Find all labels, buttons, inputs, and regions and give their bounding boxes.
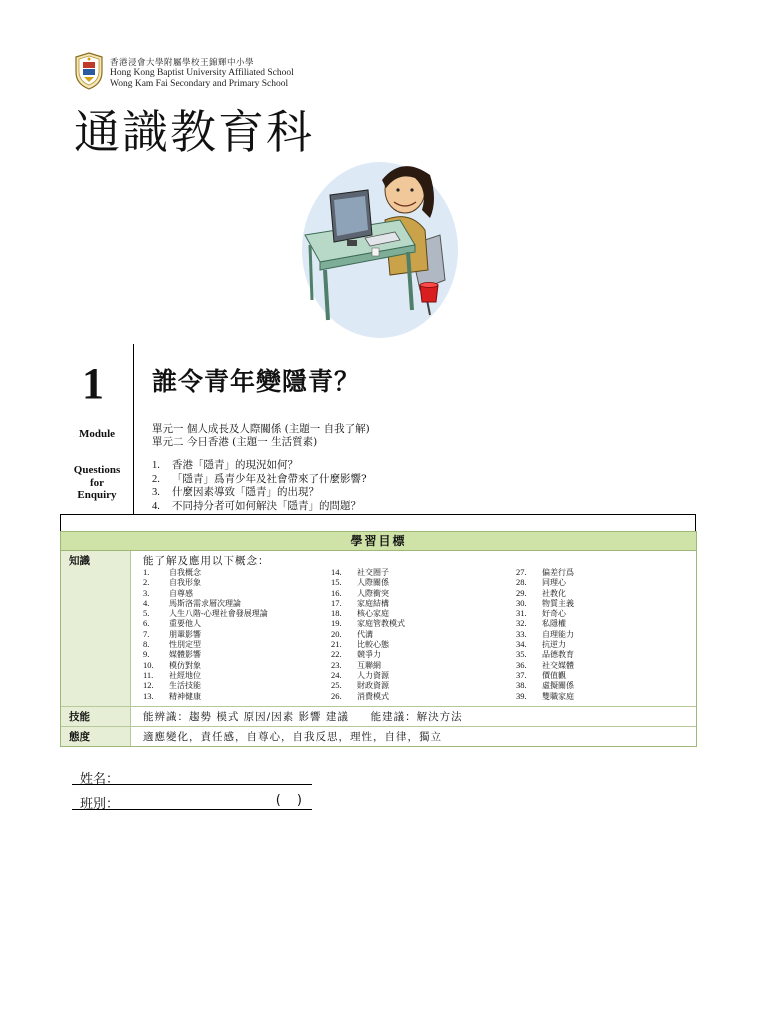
concept-text: 媒體影響 xyxy=(169,650,201,660)
concept-item xyxy=(516,588,574,598)
concept-number: 1. xyxy=(143,567,150,577)
concept-item xyxy=(143,649,268,659)
concept-item xyxy=(331,660,405,670)
concept-item xyxy=(516,660,574,670)
concept-number: 23. xyxy=(331,659,342,670)
concept-text: 人生八階-心理社會發展理論 xyxy=(169,609,268,619)
question-text: 「隱青」爲青少年及社會帶來了什麼影響? xyxy=(172,472,367,485)
question-number: 3. xyxy=(152,487,160,498)
school-logo xyxy=(74,52,104,90)
concept-number: 7. xyxy=(143,628,150,639)
concept-item xyxy=(331,691,405,701)
concept-item xyxy=(331,608,405,618)
concept-item xyxy=(516,567,574,577)
concept-number: 39. xyxy=(516,690,527,701)
concept-number: 10. xyxy=(143,659,154,670)
concept-text: 人際關係 xyxy=(357,578,389,588)
concept-number: 8. xyxy=(143,639,150,650)
concept-item xyxy=(516,608,574,618)
concept-text: 品德教育 xyxy=(542,650,574,660)
concept-text: 馬斯洛需求層次理論 xyxy=(169,598,241,608)
concept-item xyxy=(331,670,405,680)
concept-number: 6. xyxy=(143,618,150,629)
concept-item xyxy=(143,639,268,649)
enquiry-question xyxy=(152,498,367,512)
qfe-label-line: Enquiry xyxy=(77,489,117,501)
concept-text: 家庭結構 xyxy=(357,598,389,608)
concept-number: 3. xyxy=(143,587,150,598)
enquiry-questions-list xyxy=(152,457,367,511)
concept-text: 精神健康 xyxy=(169,691,201,701)
concept-text: 比較心態 xyxy=(357,640,389,650)
concept-item xyxy=(331,598,405,608)
concept-number: 22. xyxy=(331,649,342,660)
concept-number: 28. xyxy=(516,577,527,588)
concept-number: 2. xyxy=(143,577,150,588)
question-text: 不同持分者可如何解決「隱青」的問題？ xyxy=(172,499,361,512)
attitude-text: 適應變化，責任感，自尊心，自我反思，理性，自律，獨立 xyxy=(143,731,442,743)
concept-item xyxy=(516,680,574,690)
concept-number: 29. xyxy=(516,587,527,598)
concept-text: 社交圈子 xyxy=(357,568,389,577)
concept-text: 代溝 xyxy=(357,629,373,639)
concept-text: 自理能力 xyxy=(542,629,574,639)
concept-text: 社教化 xyxy=(542,588,566,598)
concept-text: 偏差行爲 xyxy=(542,568,574,577)
concept-text: 社交媒體 xyxy=(542,660,574,670)
concept-number: 9. xyxy=(143,649,150,660)
concept-text: 雙職家庭 xyxy=(542,691,574,701)
question-number: 2. xyxy=(152,473,160,485)
student-class-field[interactable] xyxy=(72,793,312,810)
concepts-column xyxy=(516,567,574,701)
concept-text: 人際衝突 xyxy=(357,588,389,598)
concept-item xyxy=(331,618,405,628)
concept-item xyxy=(331,577,405,587)
concept-text: 物質主義 xyxy=(542,598,574,608)
concept-number: 11. xyxy=(143,669,154,680)
concept-text: 同理心 xyxy=(542,578,566,588)
concept-number: 30. xyxy=(516,597,527,608)
concept-item xyxy=(143,691,268,701)
concept-item xyxy=(143,680,268,690)
school-name-english-line2: Wong Kam Fai Secondary and Primary School xyxy=(110,79,289,89)
concept-item xyxy=(516,639,574,649)
concept-item xyxy=(143,588,268,598)
concept-number: 12. xyxy=(143,680,154,691)
concept-text: 競爭力 xyxy=(357,650,381,660)
question-text: 什麼因素導致「隱青」的出現？ xyxy=(172,486,319,498)
concept-item xyxy=(331,649,405,659)
concepts-grid xyxy=(143,567,696,702)
question-text: 香港「隱青」的現況如何？ xyxy=(172,459,298,471)
concept-item xyxy=(331,567,405,577)
concept-item xyxy=(143,660,268,670)
concept-text: 價值觀 xyxy=(542,670,566,680)
concept-number: 35. xyxy=(516,649,527,660)
class-number-blank[interactable]: ( ) xyxy=(275,793,308,808)
name-label: 姓名： xyxy=(80,772,120,787)
unit-line: 單元二 今日香港 (主題一 生活質素) xyxy=(152,436,318,448)
qfe-label-line: for xyxy=(89,476,105,489)
concept-text: 抗逆力 xyxy=(542,640,566,650)
concept-text: 核心家庭 xyxy=(357,609,389,619)
concept-item xyxy=(143,608,268,618)
concept-number: 15. xyxy=(331,577,342,588)
concepts-column xyxy=(143,567,268,701)
concept-number: 5. xyxy=(143,608,150,619)
concept-number: 38. xyxy=(516,680,527,691)
subject-title: 通識教育科 xyxy=(74,105,314,159)
learning-objectives-table xyxy=(60,531,697,747)
concept-text: 人力資源 xyxy=(357,670,389,680)
concept-item xyxy=(516,649,574,659)
concept-item xyxy=(143,629,268,639)
concept-number: 4. xyxy=(143,597,150,608)
knowledge-label: 知識 xyxy=(61,551,131,706)
knowledge-row xyxy=(61,551,696,707)
concept-number: 16. xyxy=(331,587,342,598)
module-title: 誰令青年變隱青？ xyxy=(152,367,361,396)
attitude-row xyxy=(61,727,696,746)
concept-item xyxy=(143,618,268,628)
concept-number: 34. xyxy=(516,639,527,650)
skills-label: 技能 xyxy=(61,707,131,726)
concept-item xyxy=(331,639,405,649)
concept-item xyxy=(143,577,268,587)
questions-for-enquiry-label xyxy=(62,464,132,502)
concept-item xyxy=(516,691,574,701)
question-number: 1. xyxy=(152,460,160,471)
concept-text: 好奇心 xyxy=(542,609,566,619)
concept-text: 家庭管教模式 xyxy=(357,619,405,629)
concept-number: 18. xyxy=(331,608,342,619)
hidden-youth-illustration xyxy=(290,150,460,340)
concept-item xyxy=(331,629,405,639)
concept-number: 36. xyxy=(516,659,527,670)
concept-text: 模仿對象 xyxy=(169,660,201,670)
unit-line: 單元一 個人成長及人際關係 (主題一 自我了解) xyxy=(152,423,370,435)
enquiry-question xyxy=(152,471,367,485)
question-number: 4. xyxy=(152,500,160,512)
vertical-divider xyxy=(133,344,134,514)
skills-text: 能辨識：趨勢 模式 原因/因素 影響 建議 能建議：解決方法 xyxy=(143,711,463,723)
concept-text: 重要他人 xyxy=(169,619,201,629)
concept-text: 性別定型 xyxy=(169,640,201,650)
concept-number: 26. xyxy=(331,690,342,701)
concept-number: 13. xyxy=(143,690,154,701)
concept-text: 財政資源 xyxy=(357,681,389,691)
concept-item xyxy=(516,598,574,608)
concept-text: 自我概念 xyxy=(169,568,201,577)
concept-number: 17. xyxy=(331,597,342,608)
concept-number: 14. xyxy=(331,567,342,577)
concept-number: 37. xyxy=(516,669,527,680)
concept-item xyxy=(331,680,405,690)
concept-text: 虛擬關係 xyxy=(542,681,574,691)
concept-number: 32. xyxy=(516,618,527,629)
knowledge-intro: 能了解及應用以下概念： xyxy=(143,555,270,567)
concept-text: 互聯網 xyxy=(357,660,381,670)
concept-text: 私隱權 xyxy=(542,619,566,629)
knowledge-content xyxy=(131,551,696,706)
concept-text: 生活技能 xyxy=(169,681,201,691)
concept-number: 24. xyxy=(331,669,342,680)
concept-item xyxy=(143,598,268,608)
concept-number: 21. xyxy=(331,639,342,650)
concept-item xyxy=(331,588,405,598)
qfe-label-line: Questions xyxy=(73,464,121,476)
concept-number: 31. xyxy=(516,608,527,619)
student-name-field[interactable] xyxy=(72,768,312,785)
module-label: Module xyxy=(78,428,116,440)
skills-row xyxy=(61,707,696,727)
concept-item xyxy=(143,567,268,577)
concept-text: 自我形象 xyxy=(169,578,201,588)
attitude-label: 態度 xyxy=(61,727,131,746)
module-number: 1 xyxy=(82,359,104,408)
concept-text: 社經地位 xyxy=(169,670,201,680)
concept-item xyxy=(516,618,574,628)
table-top-border xyxy=(60,514,696,532)
concept-number: 27. xyxy=(516,567,527,577)
concept-number: 19. xyxy=(331,618,342,629)
concept-text: 朋輩影響 xyxy=(169,629,201,639)
concept-item xyxy=(516,629,574,639)
concept-item xyxy=(143,670,268,680)
enquiry-question xyxy=(152,484,367,498)
school-name-english-line1: Hong Kong Baptist University Affiliated School xyxy=(110,68,294,78)
concept-number: 33. xyxy=(516,628,527,639)
school-name-chinese: 香港浸會大學附屬學校王錦輝中小學 xyxy=(110,58,255,68)
objectives-header: 學習目標 xyxy=(61,532,696,551)
concept-item xyxy=(516,577,574,587)
class-label: 班別： xyxy=(80,797,120,812)
concept-number: 25. xyxy=(331,680,342,691)
concept-number: 20. xyxy=(331,628,342,639)
concept-text: 消費模式 xyxy=(357,691,389,701)
concept-text: 自尊感 xyxy=(169,588,193,598)
enquiry-question xyxy=(152,457,367,471)
concepts-column xyxy=(331,567,405,701)
concept-item xyxy=(516,670,574,680)
